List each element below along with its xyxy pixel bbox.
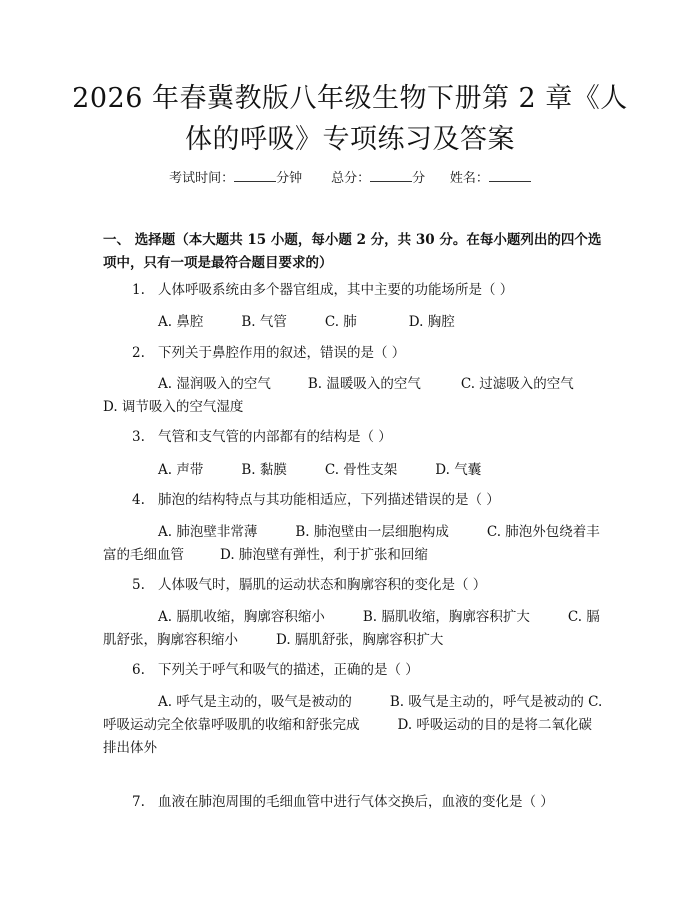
score-label: 总分： [331,171,371,186]
question-6-options [103,691,603,760]
option-d: D. 膈肌舒张，胸廓容积扩大 [276,632,444,648]
question-number: 5. [132,577,145,593]
option-a: A. 声带 [158,462,204,478]
option-a: A. 鼻腔 [158,314,204,330]
question-text: 气管和支气管的内部都有的结构是（ ） [158,429,392,445]
option-c: C. 膈肌舒张，胸廓容积缩小 [103,609,600,648]
option-b: B. 温暖吸入的空气 [307,376,421,392]
option-a: A. 膈肌收缩，胸廓容积缩小 [158,609,325,625]
option-c: C. 骨性支架 [324,462,398,478]
option-b: B. 气管 [241,314,287,330]
title-line-1: 2026 年春冀教版八年级生物下册第 2 章《人 [72,83,628,114]
option-b: B. 膈肌收缩，胸廓容积扩大 [362,609,530,625]
option-b: B. 吸气是主动的，呼气是被动的 [389,694,584,710]
question-1 [132,281,612,300]
question-number: 4. [132,492,145,508]
exam-meta-line [0,169,700,188]
option-a: A. 湿润吸入的空气 [158,376,271,392]
question-3 [132,428,612,447]
page-title [60,78,640,160]
question-2-options [103,373,603,419]
question-text: 人体吸气时，膈肌的运动状态和胸廓容积的变化是（ ） [158,577,487,593]
time-label: 考试时间： [169,171,235,186]
question-text: 人体呼吸系统由多个器官组成，其中主要的功能场所是（ ） [158,282,514,298]
question-number: 2. [132,345,145,361]
question-2 [132,344,612,363]
option-c: C. 肺 [324,314,357,330]
question-number: 3. [132,429,145,445]
question-3-options [103,459,603,482]
option-d: D. 呼吸运动的目的是将二氧化碳排出体外 [103,717,592,756]
question-7 [132,793,612,812]
question-5-options [103,606,603,652]
question-number: 7. [132,794,145,810]
option-c: C. 肺泡外包绕着丰富的毛细血管 [103,524,600,563]
option-b: B. 黏膜 [241,462,287,478]
option-b: B. 肺泡壁由一层细胞构成 [295,524,449,540]
option-c: C. 呼吸运动完全依靠呼吸肌的收缩和舒张完成 [103,694,603,733]
time-unit: 分钟 [276,171,303,186]
score-blank [370,169,412,182]
section-heading-line-1: 一、 选择题（本大题共 15 小题，每小题 2 分，共 30 分。在每小题列出的四个选 [103,232,602,248]
time-blank [234,169,276,182]
score-unit: 分 [412,171,426,186]
question-number: 1. [132,282,145,298]
question-text: 下列关于鼻腔作用的叙述，错误的是（ ） [158,345,406,361]
option-a: A. 呼气是主动的，吸气是被动的 [158,694,352,710]
question-number: 6. [132,662,145,678]
question-6 [132,661,612,680]
option-d: D. 调节吸入的空气湿度 [103,399,244,415]
name-blank [489,169,531,182]
question-text: 下列关于呼气和吸气的描述，正确的是（ ） [158,662,419,678]
option-d: D. 胸腔 [408,314,455,330]
question-1-options [103,311,603,334]
question-5 [132,576,612,595]
question-text: 肺泡的结构特点与其功能相适应，下列描述错误的是（ ） [158,492,500,508]
question-4 [132,491,612,510]
option-c: C. 过滤吸入的空气 [460,376,574,392]
name-label: 姓名： [449,171,489,186]
option-d: D. 肺泡壁有弹性，利于扩张和回缩 [220,547,428,563]
section-heading [103,229,603,275]
option-a: A. 肺泡壁非常薄 [158,524,258,540]
section-heading-line-2: 项中，只有一项是最符合题目要求的） [103,255,333,271]
option-d: D. 气囊 [435,462,482,478]
question-text: 血液在肺泡周围的毛细血管中进行气体交换后，血液的变化是（ ） [158,794,554,810]
title-line-2: 体的呼吸》专项练习及答案 [185,124,515,155]
question-4-options [103,521,603,567]
